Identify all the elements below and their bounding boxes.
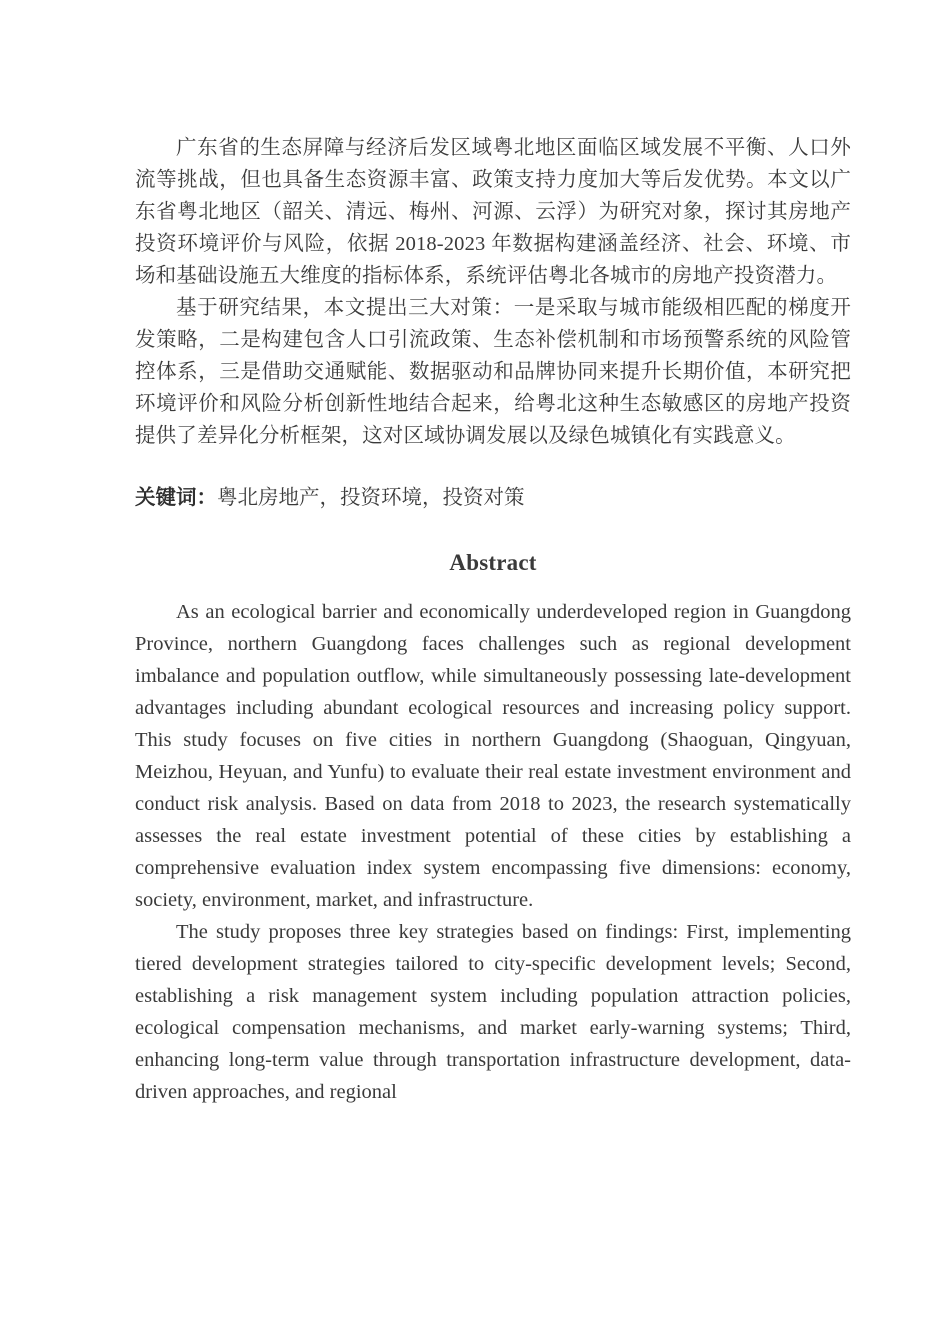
keywords-value: 粤北房地产，投资环境，投资对策 [217,487,525,509]
keywords-label: 关键词： [135,487,217,509]
chinese-abstract-paragraph-1: 广东省的生态屏障与经济后发区域粤北地区面临区域发展不平衡、人口外流等挑战，但也具备生态资源丰富、政策支持力度加大等后发优势。本文以广东省粤北地区（韶关、清远、梅州、河源、云浮）为研究对象，探讨其房地产投资环境评价与风险，依据 2018-2023 年数据构建涵盖经济、社会、环境、市场和基础设施五大维度的指标体系，系统评估粤北各城市的房地产投资潜力。 [135,137,851,287]
abstract-heading: Abstract [449,550,537,575]
page-content [135,132,851,1108]
spacer-before-keywords [135,452,851,482]
abstract-paragraph-1: As an ecological barrier and economically underdeveloped region in Guangdong Province, northern Guangdong faces challenges such as regional development imbalance and population outflow, while simultaneously possessing late-development advantages including abundant ecological resources and increasing policy support. This study focuses on five cities in northern Guangdong (Shaoguan, Qingyuan, Meizhou, Heyuan, and Yunfu) to evaluate their real estate investment environment and conduct risk analysis. Based on data from 2018 to 2023, the research systematically assesses the real estate investment potential of these cities by establishing a comprehensive evaluation index system encompassing five dimensions: economy, society, environment, market, and infrastructure. [135,601,851,911]
spacer-after-abstract-heading [135,579,851,596]
keywords-line [135,482,851,514]
chinese-abstract-paragraph-2: 基于研究结果，本文提出三大对策：一是采取与城市能级相匹配的梯度开发策略，二是构建包含人口引流政策、生态补偿机制和市场预警系统的风险管控体系，三是借助交通赋能、数据驱动和品牌协同来提升长期价值，本研究把环境评价和风险分析创新性地结合起来，给粤北这种生态敏感区的房地产投资提供了差异化分析框架，这对区域协调发展以及绿色城镇化有实践意义。 [135,297,851,447]
spacer-after-keywords [135,514,851,547]
abstract-paragraph-2: The study proposes three key strategies based on findings: First, implementing tiered development strategies tailored to city-specific development levels; Second, establishing a risk management system including population attraction policies, ecological compensation mechanisms, and market early-warning systems; Third, enhancing long-term value through transportation infrastructure development, data-driven approaches, and regional [135,921,851,1103]
